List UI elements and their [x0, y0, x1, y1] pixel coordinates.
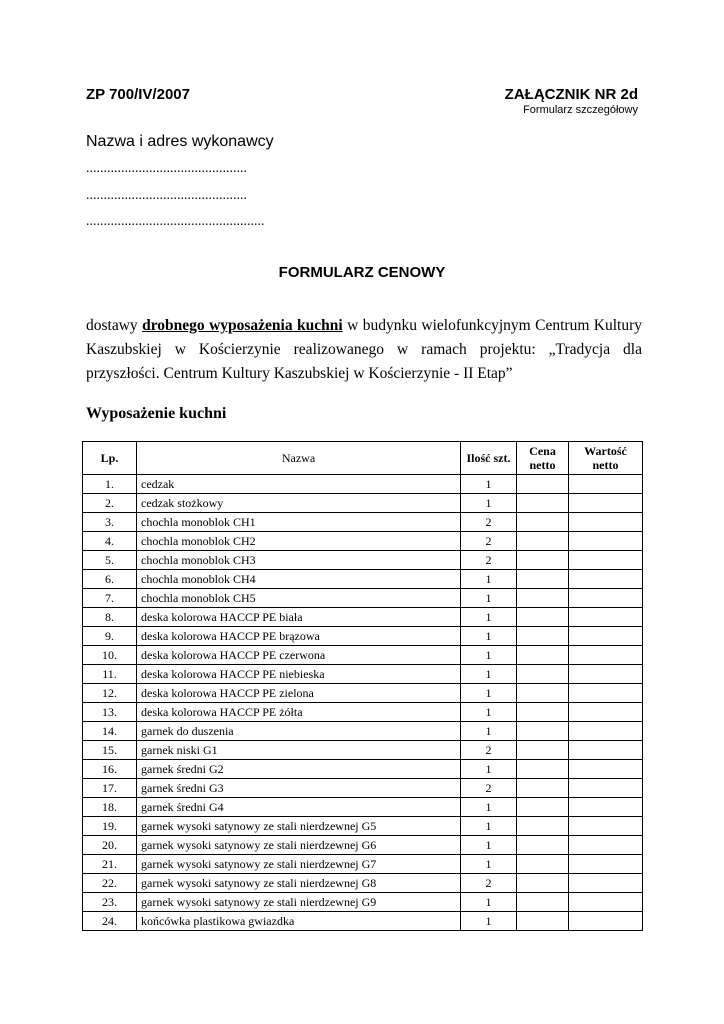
table-row: [83, 722, 643, 741]
contractor-line-1: ..............................................: [86, 161, 247, 176]
table-header-row: [83, 442, 643, 475]
item-quantity: 1: [461, 570, 517, 589]
item-name: chochla monoblok CH5: [137, 589, 461, 608]
item-quantity: 1: [461, 836, 517, 855]
net-value-cell: [569, 893, 643, 912]
item-quantity: 1: [461, 684, 517, 703]
table-row: [83, 551, 643, 570]
table-row: [83, 836, 643, 855]
table-row: [83, 893, 643, 912]
net-value-cell: [569, 684, 643, 703]
unit-price-cell: [517, 684, 569, 703]
row-number: 9.: [83, 627, 137, 646]
item-quantity: 1: [461, 494, 517, 513]
item-name: garnek wysoki satynowy ze stali nierdzewnej G8: [137, 874, 461, 893]
row-number: 14.: [83, 722, 137, 741]
net-value-cell: [569, 608, 643, 627]
unit-price-cell: [517, 570, 569, 589]
net-value-cell: [569, 798, 643, 817]
row-number: 13.: [83, 703, 137, 722]
item-quantity: 1: [461, 722, 517, 741]
table-row: [83, 513, 643, 532]
row-number: 5.: [83, 551, 137, 570]
row-number: 11.: [83, 665, 137, 684]
net-value-cell: [569, 513, 643, 532]
unit-price-cell: [517, 779, 569, 798]
contractor-line-2: ..............................................: [86, 188, 247, 203]
row-number: 19.: [83, 817, 137, 836]
item-quantity: 1: [461, 627, 517, 646]
item-quantity: 1: [461, 817, 517, 836]
item-name: garnek wysoki satynowy ze stali nierdzewnej G5: [137, 817, 461, 836]
item-quantity: 1: [461, 760, 517, 779]
item-name: końcówka plastikowa gwiazdka: [137, 912, 461, 931]
net-value-cell: [569, 874, 643, 893]
unit-price-cell: [517, 874, 569, 893]
unit-price-cell: [517, 741, 569, 760]
price-table: [82, 441, 643, 931]
row-number: 1.: [83, 475, 137, 494]
column-header-quantity: Ilość szt.: [461, 442, 517, 475]
net-value-cell: [569, 779, 643, 798]
row-number: 23.: [83, 893, 137, 912]
unit-price-cell: [517, 627, 569, 646]
table-row: [83, 912, 643, 931]
unit-price-cell: [517, 798, 569, 817]
contractor-label: Nazwa i adres wykonawcy: [86, 133, 274, 150]
net-value-cell: [569, 646, 643, 665]
unit-price-cell: [517, 855, 569, 874]
unit-price-cell: [517, 703, 569, 722]
item-quantity: 2: [461, 513, 517, 532]
unit-price-cell: [517, 494, 569, 513]
table-row: [83, 646, 643, 665]
row-number: 6.: [83, 570, 137, 589]
item-name: garnek średni G4: [137, 798, 461, 817]
unit-price-cell: [517, 589, 569, 608]
table-row: [83, 760, 643, 779]
table-row: [83, 741, 643, 760]
row-number: 10.: [83, 646, 137, 665]
unit-price-cell: [517, 551, 569, 570]
contractor-line-3: ...................................................: [86, 214, 265, 229]
table-row: [83, 608, 643, 627]
item-name: cedzak stożkowy: [137, 494, 461, 513]
item-name: garnek do duszenia: [137, 722, 461, 741]
net-value-cell: [569, 551, 643, 570]
unit-price-cell: [517, 475, 569, 494]
item-quantity: 2: [461, 874, 517, 893]
table-row: [83, 703, 643, 722]
table-row: [83, 779, 643, 798]
item-quantity: 1: [461, 589, 517, 608]
unit-price-cell: [517, 836, 569, 855]
net-value-cell: [569, 855, 643, 874]
item-name: deska kolorowa HACCP PE biała: [137, 608, 461, 627]
item-name: garnek średni G2: [137, 760, 461, 779]
item-quantity: 1: [461, 893, 517, 912]
item-name: deska kolorowa HACCP PE żółta: [137, 703, 461, 722]
column-header-name: Nazwa: [137, 442, 461, 475]
item-name: chochla monoblok CH3: [137, 551, 461, 570]
unit-price-cell: [517, 817, 569, 836]
item-name: garnek średni G3: [137, 779, 461, 798]
tender-reference: ZP 700/IV/2007: [86, 86, 190, 103]
unit-price-cell: [517, 608, 569, 627]
item-name: garnek niski G1: [137, 741, 461, 760]
table-row: [83, 627, 643, 646]
row-number: 22.: [83, 874, 137, 893]
net-value-cell: [569, 494, 643, 513]
item-quantity: 2: [461, 551, 517, 570]
row-number: 12.: [83, 684, 137, 703]
net-value-cell: [569, 532, 643, 551]
net-value-cell: [569, 741, 643, 760]
row-number: 2.: [83, 494, 137, 513]
unit-price-cell: [517, 665, 569, 684]
table-row: [83, 798, 643, 817]
net-value-cell: [569, 912, 643, 931]
item-name: cedzak: [137, 475, 461, 494]
item-quantity: 1: [461, 665, 517, 684]
item-quantity: 1: [461, 798, 517, 817]
row-number: 24.: [83, 912, 137, 931]
unit-price-cell: [517, 760, 569, 779]
row-number: 15.: [83, 741, 137, 760]
unit-price-cell: [517, 912, 569, 931]
row-number: 4.: [83, 532, 137, 551]
column-header-net-value: Wartość netto: [569, 442, 643, 475]
item-quantity: 1: [461, 608, 517, 627]
attachment-subtitle: Formularz szczegółowy: [523, 104, 638, 116]
table-row: [83, 684, 643, 703]
intro-emphasis: drobnego wyposażenia kuchni: [142, 317, 343, 334]
intro-prefix: dostawy: [86, 317, 143, 334]
table-row: [83, 494, 643, 513]
table-row: [83, 874, 643, 893]
row-number: 20.: [83, 836, 137, 855]
column-header-lp: Lp.: [83, 442, 137, 475]
table-row: [83, 589, 643, 608]
unit-price-cell: [517, 722, 569, 741]
form-title: FORMULARZ CENOWY: [278, 264, 446, 281]
item-name: deska kolorowa HACCP PE zielona: [137, 684, 461, 703]
item-quantity: 1: [461, 703, 517, 722]
table-row: [83, 532, 643, 551]
item-name: deska kolorowa HACCP PE czerwona: [137, 646, 461, 665]
table-row: [83, 855, 643, 874]
attachment-number: ZAŁĄCZNIK NR 2d: [504, 86, 638, 103]
item-name: chochla monoblok CH4: [137, 570, 461, 589]
item-quantity: 1: [461, 855, 517, 874]
unit-price-cell: [517, 513, 569, 532]
item-name: deska kolorowa HACCP PE niebieska: [137, 665, 461, 684]
item-quantity: 2: [461, 779, 517, 798]
item-quantity: 1: [461, 475, 517, 494]
unit-price-cell: [517, 532, 569, 551]
row-number: 16.: [83, 760, 137, 779]
net-value-cell: [569, 570, 643, 589]
table-row: [83, 817, 643, 836]
row-number: 7.: [83, 589, 137, 608]
column-header-unit-price: Cena netto: [517, 442, 569, 475]
table-row: [83, 475, 643, 494]
item-quantity: 1: [461, 646, 517, 665]
unit-price-cell: [517, 646, 569, 665]
row-number: 18.: [83, 798, 137, 817]
item-quantity: 1: [461, 912, 517, 931]
item-name: chochla monoblok CH2: [137, 532, 461, 551]
net-value-cell: [569, 627, 643, 646]
row-number: 8.: [83, 608, 137, 627]
section-title: Wyposażenie kuchni: [86, 405, 227, 422]
item-name: deska kolorowa HACCP PE brązowa: [137, 627, 461, 646]
net-value-cell: [569, 475, 643, 494]
item-name: garnek wysoki satynowy ze stali nierdzewnej G6: [137, 836, 461, 855]
net-value-cell: [569, 722, 643, 741]
table-row: [83, 665, 643, 684]
net-value-cell: [569, 817, 643, 836]
row-number: 21.: [83, 855, 137, 874]
table-row: [83, 570, 643, 589]
item-quantity: 2: [461, 532, 517, 551]
intro-paragraph: [86, 314, 642, 386]
net-value-cell: [569, 760, 643, 779]
intro-suffix: w budynku wielofunkcyjnym Centrum Kultury Kaszubskiej w Kościerzynie realizowanego w ramach projektu: „Tradycja dla przyszłości. Centrum Kultury Kaszubskiej w Kościerzynie - II Etap”: [86, 317, 642, 382]
row-number: 17.: [83, 779, 137, 798]
item-name: garnek wysoki satynowy ze stali nierdzewnej G7: [137, 855, 461, 874]
net-value-cell: [569, 703, 643, 722]
item-quantity: 2: [461, 741, 517, 760]
net-value-cell: [569, 589, 643, 608]
item-name: chochla monoblok CH1: [137, 513, 461, 532]
net-value-cell: [569, 836, 643, 855]
net-value-cell: [569, 665, 643, 684]
unit-price-cell: [517, 893, 569, 912]
row-number: 3.: [83, 513, 137, 532]
item-name: garnek wysoki satynowy ze stali nierdzewnej G9: [137, 893, 461, 912]
